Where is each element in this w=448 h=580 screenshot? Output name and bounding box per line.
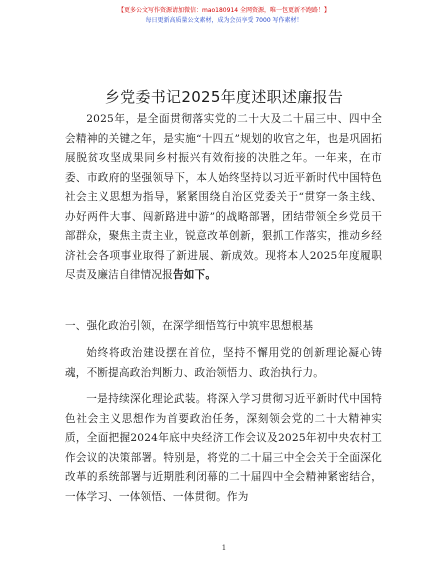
intro-text: 2025年，是全面贯彻落实党的二十大及二十届三中、四中全会精神的关键之年，是实施“十四五”规划的收官之年，也是巩固拓展脱贫攻坚成果同乡村振兴有效衔接的决胜之年。一年来，在市委、市政府的坚强领导下，本人始终坚持以习近平新时代中国特色社会主义思想为指导，紧紧围绕自治区党委关于“贯穿一条主线、办好两件大事、闯新路进中游”的战略部署，团结带领全乡党员干部群众，聚焦主责主业，锐意改革创新，狠抓工作落实，推动乡经济社会各项事业取得了新进展、新成效。现将本人2025年度履职尽责及廉洁自律情况报: [65, 113, 382, 281]
section-1-paragraph-2: 一是持续深化理论武装。将深入学习贯彻习近平新时代中国特色社会主义思想作为首要政治任务，深刻领会党的二十大精神实质，全面把握2024年底中央经济工作会议及2025年初中央农村工作会议的决策部署。特别是，将党的二十届三中全会关于全面深化改革的系统部署与近期胜利闭幕的二十届四中全会精神紧密结合，一体学习、一体领悟、一体贯彻。作为: [65, 393, 382, 503]
section-1-paragraph-1: 始终将政治建设摆在首位，坚持不懈用党的创新理论凝心铸魂，不断提高政治判断力、政治领悟力、政治执行力。: [65, 347, 382, 379]
intro-paragraph: [65, 110, 382, 286]
promo-banner: [0, 6, 448, 26]
page-number: 1: [221, 544, 227, 552]
promo-banner-line-1: 【更多公文写作资源请加微信：mao180914 全网资源，唯一包更新不跑路！】: [117, 7, 330, 14]
intro-bold-tail: 告如下。: [172, 269, 217, 281]
promo-banner-line-2: 每日更新高质量公文素材，成为会员享受 7000 写作素材！: [145, 17, 303, 24]
section-heading-1: 一、强化政治引领，在深学细悟笃行中筑牢思想根基: [65, 320, 314, 332]
document-title: 乡党委书记2025年度述职述廉报告: [104, 88, 344, 106]
